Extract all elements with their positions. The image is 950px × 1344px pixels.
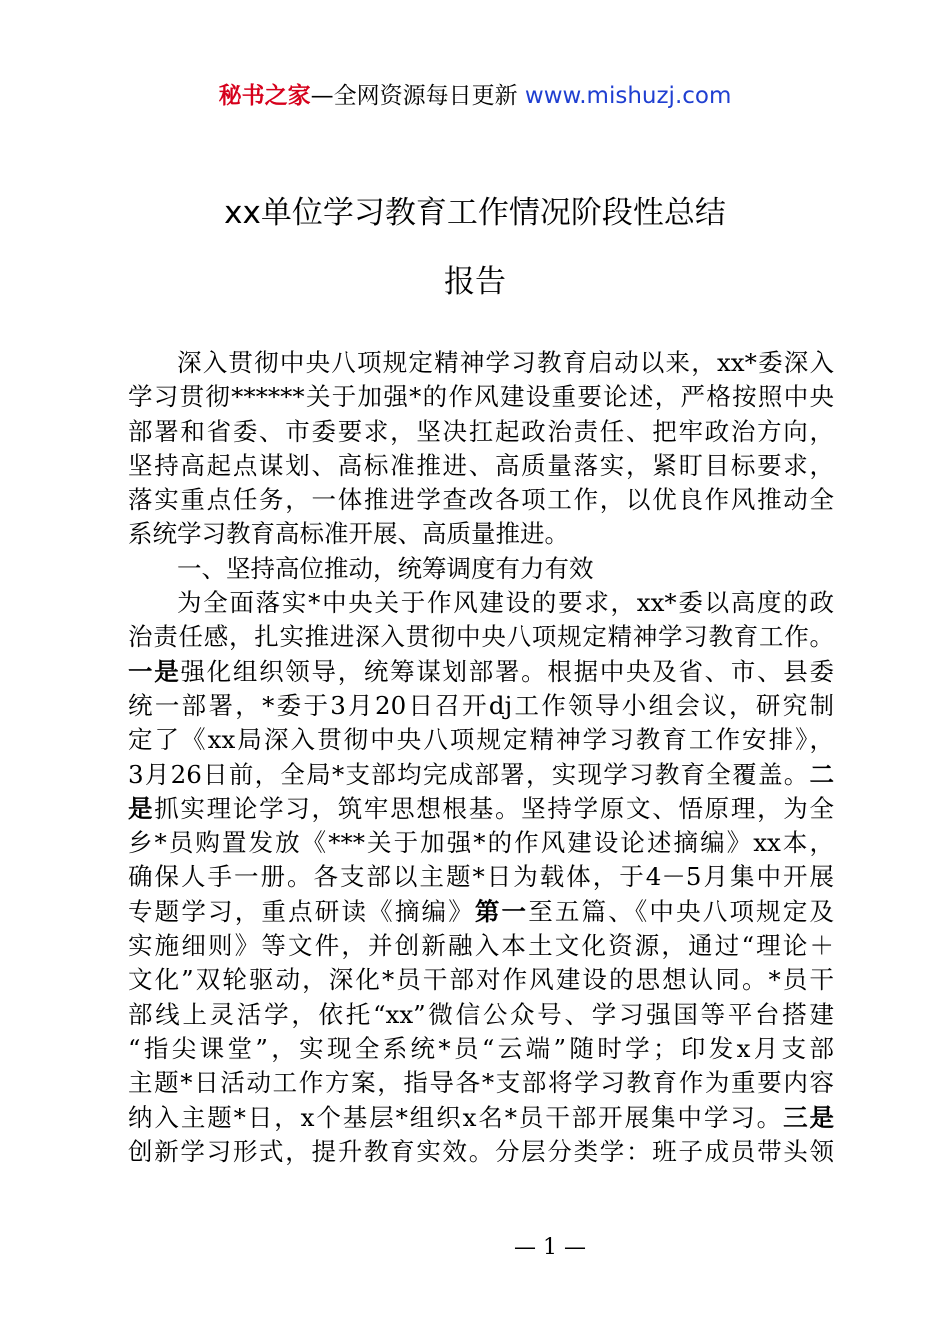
body-line	[128, 895, 834, 929]
body-line: 学习贯彻******关于加强*的作风建设重要论述，严格按照中央	[128, 382, 834, 412]
body-line: 为全面落实*中央关于作风建设的要求，xx*委以高度的政	[177, 588, 834, 618]
document-title-line-2: 报告	[444, 264, 506, 300]
body-line: 实施细则》等文件，并创新融入本土文化资源，通过“理论＋	[128, 931, 834, 961]
body-line: “指尖课堂”，实现全系统*员“云端”随时学；印发x月支部	[128, 1033, 834, 1063]
body-line: 系统学习教育高标准开展、高质量推进。	[128, 519, 569, 549]
site-banner	[0, 80, 950, 112]
body-line-text: 专题学习，重点研读《摘编》	[128, 896, 475, 926]
body-line	[128, 655, 834, 689]
body-line-text: 强化组织领导，统筹谋划部署。根据中央及省、市、县委	[180, 656, 834, 686]
point-marker-2-start: 二	[809, 759, 834, 789]
body-line: 落实重点任务，一体推进学查改各项工作，以优良作风推动全	[128, 485, 834, 515]
body-line: 坚持高起点谋划、高标准推进、高质量落实，紧盯目标要求，	[128, 450, 834, 480]
body-line: 主题*日活动工作方案，指导各*支部将学习教育作为重要内容	[128, 1068, 834, 1098]
bold-phrase: 第一	[474, 896, 529, 926]
body-line: 治责任感，扎实推进深入贯彻中央八项规定精神学习教育工作。	[128, 622, 834, 652]
banner-brand: 秘书之家	[218, 83, 311, 109]
banner-slogan: —全网资源每日更新	[310, 83, 518, 109]
body-line: 部线上灵活学，依托“xx”微信公众号、学习强国等平台搭建	[128, 999, 834, 1029]
body-line-text: 纳入主题*日，x个基层*组织x名*员干部开展集中学习。	[128, 1102, 784, 1132]
document-body	[128, 346, 834, 1169]
document-title-line-1: xx单位学习教育工作情况阶段性总结	[224, 195, 726, 231]
body-line	[128, 1101, 834, 1135]
body-line: 定了《xx局深入贯彻中央八项规定精神学习教育工作安排》，	[128, 725, 834, 755]
body-line: 统一部署，*委于3月20日召开dj工作领导小组会议，研究制	[128, 690, 834, 720]
page-number: — 1 —	[514, 1235, 586, 1260]
body-line: 深入贯彻中央八项规定精神学习教育启动以来，xx*委深入	[177, 348, 834, 377]
point-marker-2-end: 是	[128, 793, 155, 823]
point-marker-1: 一是	[128, 656, 181, 686]
body-line	[128, 792, 834, 826]
body-line: 确保人手一册。各支部以主题*日为载体，于4－5月集中开展	[128, 862, 834, 892]
banner-url-link[interactable]: www.mishuzj.com	[524, 83, 732, 109]
body-line: 乡*员购置发放《***关于加强*的作风建设论述摘编》xx本，	[128, 828, 834, 858]
body-line-text: 3月26日前，全局*支部均完成部署，实现学习教育全覆盖。	[128, 759, 810, 789]
section-heading: 一、坚持高位推动，统筹调度有力有效	[177, 553, 594, 583]
body-line	[128, 758, 834, 792]
body-line-text: 抓实理论学习，筑牢思想根基。坚持学原文、悟原理，为全	[154, 793, 834, 823]
body-line-text: 至五篇、《中央八项规定及	[528, 896, 834, 926]
body-line: 部署和省委、市委要求，坚决扛起政治责任、把牢政治方向，	[128, 416, 834, 446]
body-line: 创新学习形式，提升教育实效。分层分类学：班子成员带头领	[128, 1136, 834, 1166]
body-line: 文化”双轮驱动，深化*员干部对作风建设的思想认同。*员干	[128, 965, 834, 995]
point-marker-3: 三是	[783, 1102, 834, 1132]
